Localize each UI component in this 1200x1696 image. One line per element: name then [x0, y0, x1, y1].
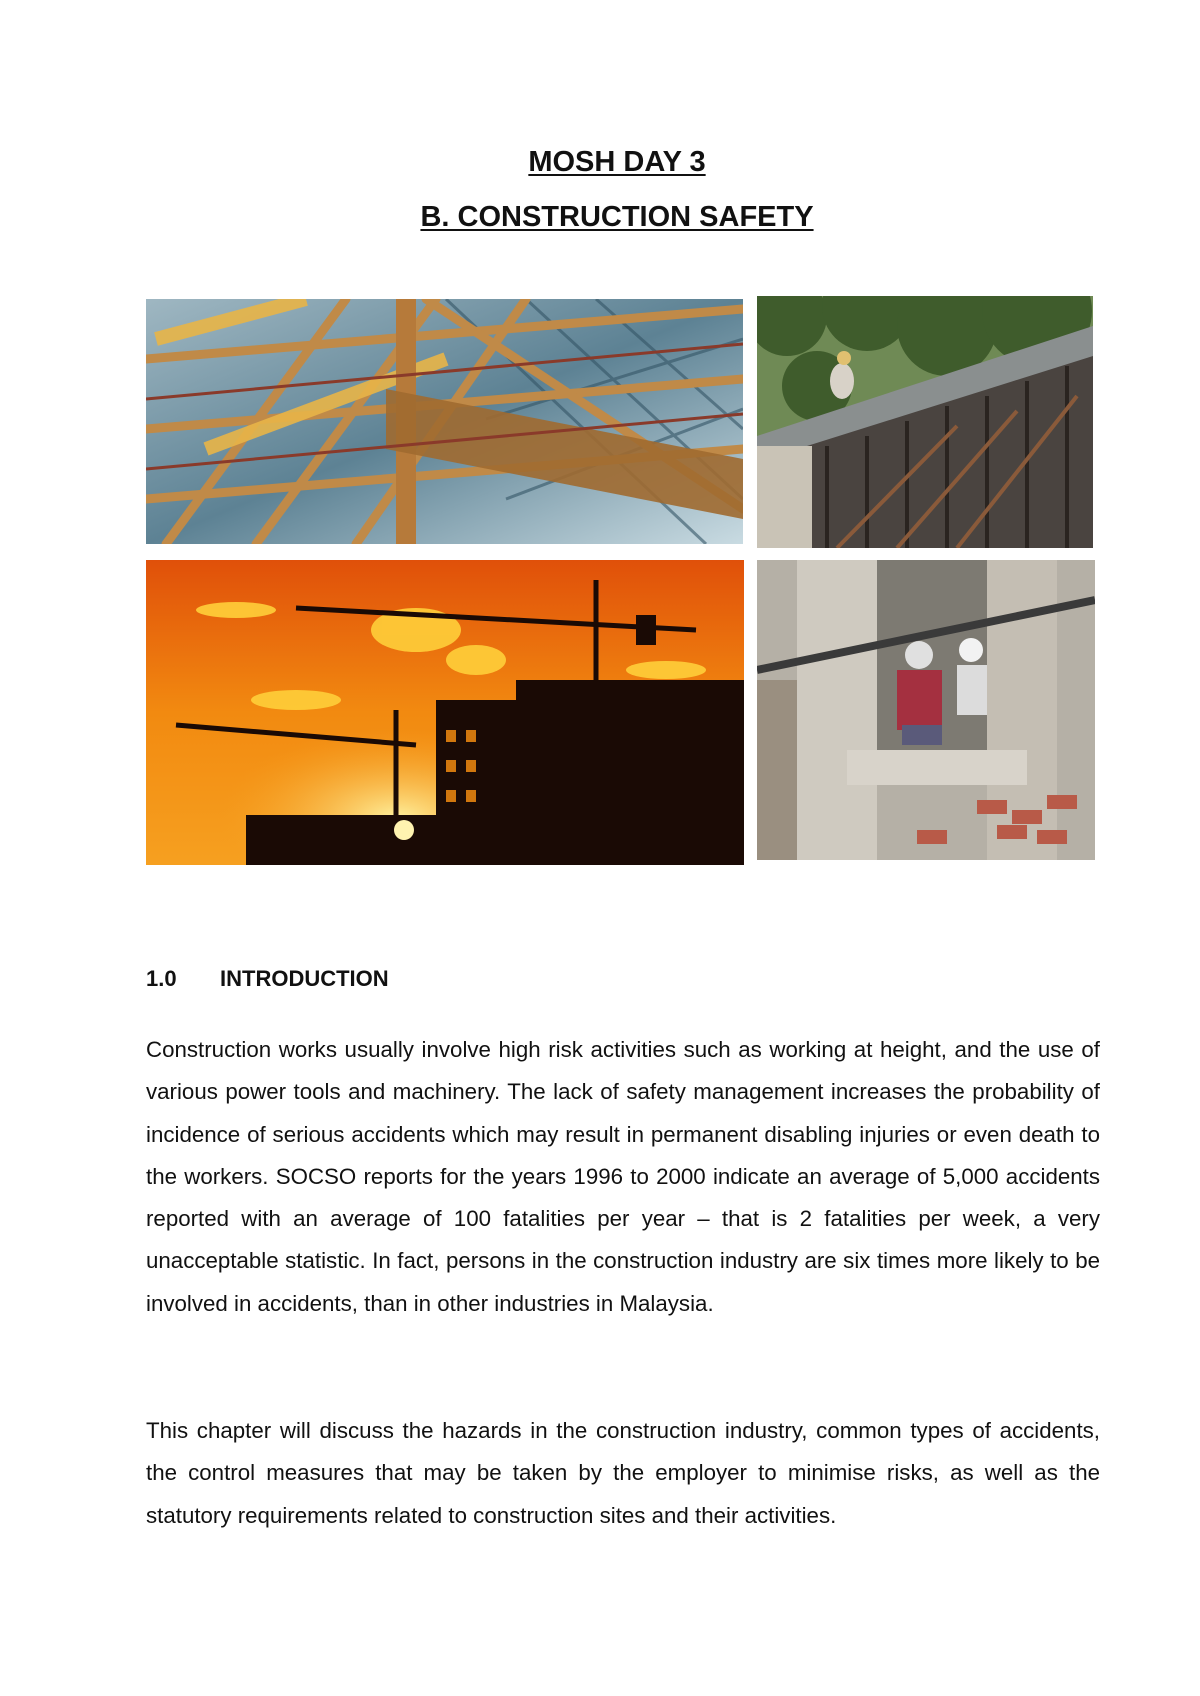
section-heading — [146, 966, 389, 992]
document-subtitle: B. CONSTRUCTION SAFETY — [420, 201, 814, 233]
cranes-sunset-photo — [146, 560, 744, 865]
scaffolding-photo — [146, 299, 743, 544]
intro-paragraph: Construction works usually involve high risk activities such as working at height, and the use of various power tools and machinery. The lack of safety management increases the probability of incidence of serious accidents which may result in permanent disabling injuries or even death to the workers. SOCSO reports for the years 1996 to 2000 indicate an average of 5,000 accidents reported with an average of 100 fatalities per year – that is 2 fatalities per week, a very unacceptable statistic. In fact, persons in the construction industry are six times more likely to be involved in accidents, than in other industries in Malaysia. — [146, 1037, 1100, 1316]
chapter-scope-paragraph: This chapter will discuss the hazards in the construction industry, common types of accidents, the control measures that may be taken by the employer to minimise risks, as well as the statutory requirements related to construction sites and their activities. — [146, 1418, 1100, 1528]
formwork-photo — [757, 296, 1093, 548]
document-title: MOSH DAY 3 — [528, 146, 706, 178]
section-number: 1.0 — [146, 966, 177, 991]
workers-column-photo — [757, 560, 1095, 860]
section-title: INTRODUCTION — [220, 966, 389, 991]
